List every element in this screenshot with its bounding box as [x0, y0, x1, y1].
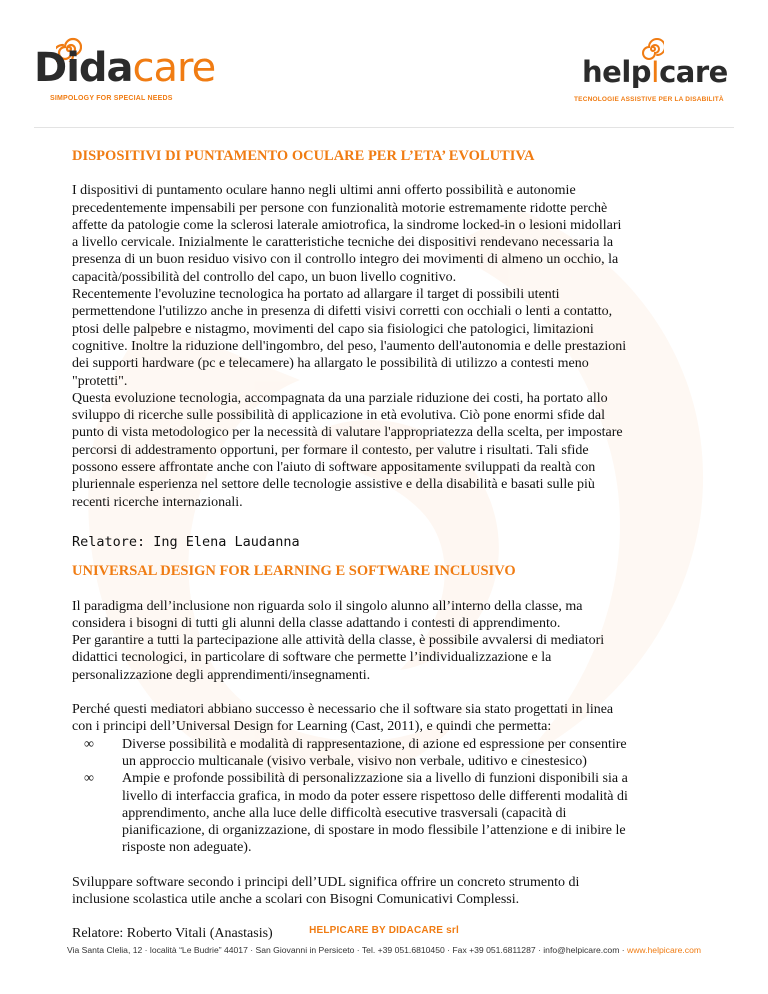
footer-company: HELPICARE BY DIDACARE srl	[309, 925, 459, 936]
page-header	[0, 0, 768, 130]
brand-part-bar: I	[651, 55, 660, 89]
brand-part-help: help	[582, 55, 652, 89]
text-line: risposte non adeguate).	[122, 840, 252, 856]
footer-website-link[interactable]: www.helpicare.com	[626, 945, 702, 955]
text-line: I dispositivi di puntamento oculare hanno negli ultimi anni offerto possibilità e autonomie	[72, 183, 576, 199]
text-line: percorsi di addestramento opportuni, per formare il contesto, per valutre i risultati. Tali sfide	[72, 442, 589, 458]
text-line: pianificazione, di organizzazione, di spostare in modo flessibile l’attenzione e di inibire le	[122, 823, 626, 839]
document-body	[72, 145, 702, 943]
text-line: Il paradigma dell’inclusione non riguarda solo il singolo alunno all’interno della classe, ma	[72, 598, 583, 614]
bullet-item	[84, 736, 702, 771]
text-line: inclusione scolastica utile anche a scolari con Bisogni Comunicativi Complessi.	[72, 891, 520, 907]
section1-paragraph	[72, 182, 702, 511]
section2-paragraph-3	[72, 874, 702, 909]
text-line: apprendimento, anche alla luce delle difficoltà esecutive trasversali (capacità di	[122, 805, 567, 821]
section2-speaker: Relatore: Roberto Vitali (Anastasis)	[72, 926, 273, 942]
text-line: Perché questi mediatori abbiano successo è necessario che il software sia stato progettati in linea	[72, 702, 614, 718]
section1-title: DISPOSITIVI DI PUNTAMENTO OCULARE PER L’ETA’ EVOLUTIVA	[72, 148, 535, 164]
text-line: personalizzazione degli apprendimenti/insegnamenti.	[72, 667, 371, 683]
section2-paragraph-1	[72, 598, 702, 684]
text-line: Diverse possibilità e modalità di rappresentazione, di azione ed espressione per consentire	[122, 736, 627, 752]
helpicare-tagline: TECNOLOGIE ASSISTIVE PER LA DISABILITÀ	[574, 96, 724, 103]
text-line: capacità/possibilità del controllo del capo, un buon livello cognitivo.	[72, 269, 457, 285]
text-line: con i principi dell’Universal Design for Learning (Cast, 2011), e quindi che permetta:	[72, 719, 552, 735]
helpicare-wordmark	[582, 56, 728, 88]
section2-title: UNIVERSAL DESIGN FOR LEARNING E SOFTWARE INCLUSIVO	[72, 563, 516, 580]
text-line: dei supporti hardware (pc e telecamere) ha allargato le possibilità di utilizzo a contesti meno	[72, 356, 589, 372]
section2-paragraph-2	[72, 701, 702, 736]
text-line: Recentemente l'evoluzine tecnologica ha portato ad allargare il target di possibili utenti	[72, 287, 560, 303]
text-line: a livello cervicale. Inizialmente le caratteristiche tecniche dei dispositivi rendevano necessaria la	[72, 235, 614, 251]
didacare-logo	[34, 38, 234, 108]
text-line: didattici tecnologici, in particolare di software che permette l’individualizzazione e la	[72, 650, 552, 666]
footer-address	[0, 945, 768, 955]
page-footer	[0, 925, 768, 955]
header-divider	[34, 127, 734, 128]
text-line: Sviluppare software secondo i principi dell’UDL significa offrire un concreto strumento di	[72, 874, 580, 890]
footer-contact-text: Via Santa Clelia, 12 · località “Le Budrie” 44017 · San Giovanni in Persiceto · Tel. +39 051.6810450 · Fax +39 051.6811287 · info@helpicare.com ·	[66, 945, 627, 955]
infinity-bullet-icon: ∞	[84, 736, 94, 752]
text-line: livello di interfaccia grafica, in modo da poter essere rispettoso delle differenti modalità di	[122, 788, 628, 804]
text-line: Ampie e profonde possibilità di personalizzazione sia a livello di funzioni disponibili sia a	[122, 771, 628, 787]
text-line: considera i bisogni di tutti gli alunni della classe adattando i contesti di apprendimento.	[72, 615, 561, 631]
text-line: punto di vista metodologico per la necessità di valutare l'appropriatezza della scelta, per impostare	[72, 425, 623, 441]
section1-speaker: Relatore: Ing Elena Laudanna	[72, 533, 300, 550]
didacare-tagline: SIMPOLOGY FOR SPECIAL NEEDS	[50, 95, 173, 102]
text-line: un approccio multicanale (visivo verbale, visivo non verbale, uditivo e cinestesico)	[122, 753, 587, 769]
text-line: cognitive. Inoltre la riduzione dell'ingombro, del peso, l'aumento dell'autonomia e delle prestazioni	[72, 338, 627, 354]
text-line: sviluppo di ricerche sulle possibilità di applicazione in età evolutiva. Ciò pone enormi sfide dal	[72, 408, 606, 424]
text-line: presenza di un buon residuo visivo con il controllo integro dei movimenti di almeno un occhio, la	[72, 252, 619, 268]
text-line: affette da patologie come la sclerosi laterale amiotrofica, la sindrome locked-in o lesioni midollari	[72, 217, 622, 233]
brand-part-care: care	[659, 55, 728, 89]
text-line: ptosi delle palpebre e nistagmo, movimenti del capo sia fisiologici che patologici, limitazioni	[72, 321, 594, 337]
text-line: Questa evoluzione tecnologia, accompagnata da una parziale riduzione dei costi, ha portato allo	[72, 390, 608, 406]
text-line: permettendone l'utilizzo anche in presenza di difetti visivi corretti con occhiali o lenti a contatto,	[72, 304, 613, 320]
bullet-item	[84, 770, 702, 856]
udl-bullet-list	[72, 736, 702, 857]
text-line: "protetti".	[72, 373, 128, 389]
brand-dark-part: Dida	[34, 45, 133, 91]
helpicare-logo	[560, 40, 740, 110]
brand-orange-part: care	[132, 45, 216, 91]
text-line: possono essere affrontate anche con l'aiuto di software appositamente sviluppati da realtà con	[72, 460, 596, 476]
text-line: Per garantire a tutti la partecipazione alle attività della classe, è possibile avvalersi di mediatori	[72, 633, 605, 649]
text-line: recenti ricerche internazionali.	[72, 494, 243, 510]
text-line: precedentemente impensabili per persone con funzionalità motorie estremamente ridotte perchè	[72, 200, 608, 216]
infinity-bullet-icon: ∞	[84, 771, 94, 787]
didacare-wordmark	[34, 46, 215, 90]
text-line: pluriennale esperienza nel settore delle tecnologie assistive e della disabilità e basati sulle più	[72, 477, 595, 493]
